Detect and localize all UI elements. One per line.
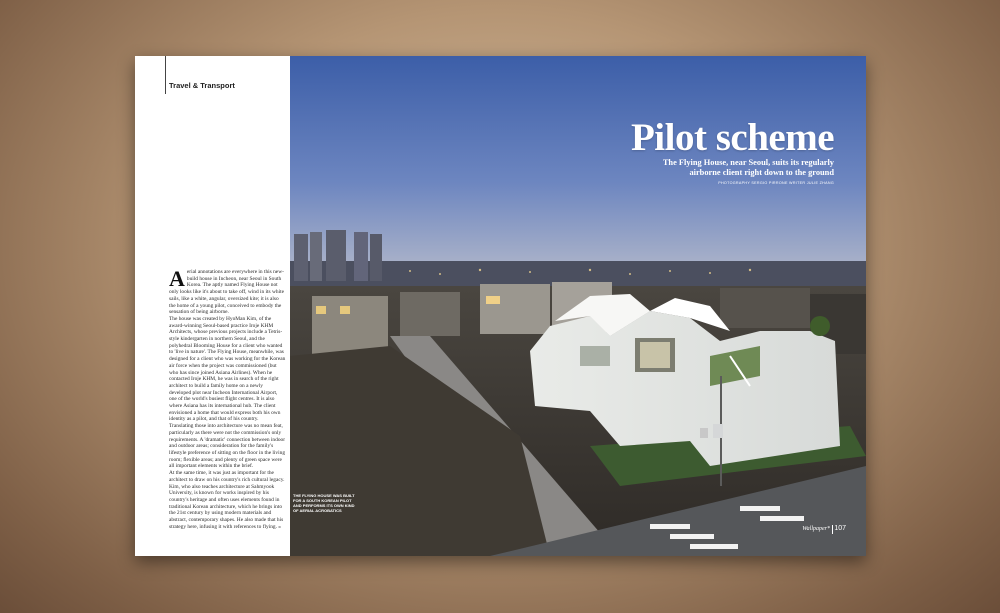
section-rule [165, 56, 166, 94]
section-label: Travel & Transport [169, 81, 235, 90]
page-number: 107 [834, 525, 846, 532]
left-page [135, 56, 290, 556]
brand-logo: Wallpaper* [802, 526, 830, 532]
folio-rule [832, 525, 833, 534]
feature-photo [290, 56, 866, 556]
headline: Pilot scheme [630, 116, 834, 159]
paragraph: Translating those into architecture was no mean feat, particularly as there were not the commission's only requirements. A 'dramatic' connection between indoor and outdoor areas; consideration for the family's lifestyle preference of sitting on the floor in the living room; flexible areas; and plenty of green space were all important elements within the brief. [169, 423, 286, 470]
paragraph: At the same time, it was just as important for the architect to draw on his country's rich cultural legacy. Kim, who also teaches architecture at Sahmyook University, is known for works inspired by his country's heritage and often uses elements found in traditional Korean architecture, which he brings into the 21st century by using modern materials and abstract, contemporary shapes. He also made that his strategy here, infusing it with references to flying. » [169, 470, 285, 530]
drop-cap: A [169, 269, 185, 291]
paragraph: erial annotations are everywhere in this new-build house in Incheon, near Seoul in South Korea. The aptly named Flying House not only looks like it's about to take off, wind in its white sails, like a white, angular, oversized kite; it is also the home of a young pilot, conceived to embody the sensation of being airborne. [169, 269, 284, 316]
standfirst: The Flying House, near Seoul, suits its regularly airborne client right down to the ground [662, 158, 834, 177]
photo-caption: THE FLYING HOUSE WAS BUILT FOR A SOUTH KOREAN PILOT AND PERFORMS ITS OWN KIND OF AERIAL ACROBATICS [293, 493, 355, 513]
paragraph: The house was created by HyoMan Kim, of the award-winning Seoul-based practice Iroje KHM Architects, whose previous projects include a Tetris-style kindergarten in northern Seoul, and the polyhedral Blooming House for a client who wanted to 'live in nature'. The Flying House, meanwhile, was designed for a client who was working for the Korean air force when the project was commissioned (but who has since joined Asiana Airlines). When he contacted Iroje KHM, he was in search of the right architect to build a family home on a newly developed plot near Incheon International Airport, one of the world's busiest flight centres. It is also where Asiana has its international hub. The client envisioned a home that would express both his own identity as a pilot, and that of his country. [169, 315, 286, 423]
article-body [169, 269, 286, 544]
magazine-spread [135, 56, 866, 556]
credits: PHOTOGRAPHY SERGIO PIRRONE WRITER JULIE ZHANG [718, 181, 834, 185]
